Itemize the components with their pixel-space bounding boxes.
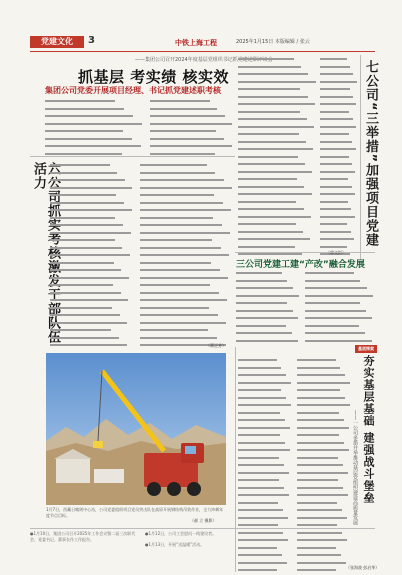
body-text-line bbox=[297, 479, 338, 485]
body-text-line bbox=[238, 389, 281, 395]
side-article-2-body-col1 bbox=[50, 162, 135, 347]
body-text-line bbox=[50, 329, 111, 335]
body-text-line bbox=[238, 412, 280, 418]
body-text-line bbox=[320, 133, 349, 139]
body-text-line bbox=[238, 133, 299, 139]
body-text-line bbox=[236, 287, 293, 293]
body-text-line bbox=[236, 325, 286, 331]
body-text-line bbox=[140, 209, 231, 215]
body-text-line bbox=[320, 178, 348, 184]
body-text-line bbox=[297, 464, 343, 470]
footer-note-3: ●1月13日，开展“送温暖”活动。 bbox=[145, 542, 205, 547]
body-text-line bbox=[238, 96, 308, 102]
body-text-line bbox=[140, 224, 222, 230]
body-text-line bbox=[140, 194, 214, 200]
bottom-article-byline: （张海波 彭启华） bbox=[346, 565, 380, 570]
body-text-line bbox=[320, 111, 349, 117]
body-text-line bbox=[50, 179, 125, 185]
bottom-article-subtitle: ——一公司多措并举推动基层党组织建设高质量发展 bbox=[352, 410, 358, 525]
body-text-line bbox=[50, 307, 112, 313]
bottom-article-body-col2 bbox=[297, 357, 352, 572]
body-text-line bbox=[238, 253, 302, 256]
column-divider bbox=[235, 347, 236, 572]
project-photo bbox=[46, 353, 226, 505]
body-text-line bbox=[320, 148, 356, 154]
body-text-line bbox=[50, 239, 115, 245]
body-text-line bbox=[320, 96, 353, 102]
body-text-line bbox=[50, 277, 129, 283]
body-text-line bbox=[140, 284, 210, 290]
main-body-col1 bbox=[45, 98, 145, 158]
body-text-line bbox=[297, 562, 346, 568]
body-text-line bbox=[238, 58, 294, 64]
side-article-2-body-col2 bbox=[140, 162, 235, 347]
body-text-line bbox=[238, 562, 287, 568]
body-text-line bbox=[297, 532, 342, 538]
body-text-line bbox=[238, 539, 288, 545]
body-text-line bbox=[50, 202, 124, 208]
body-text-line bbox=[297, 539, 347, 545]
body-text-line bbox=[50, 314, 120, 320]
body-text-line bbox=[236, 272, 282, 278]
body-text-line bbox=[238, 367, 281, 373]
body-text-line bbox=[238, 73, 308, 79]
body-text-line bbox=[297, 569, 336, 572]
body-text-line bbox=[238, 464, 284, 470]
body-text-line bbox=[320, 186, 352, 192]
body-text-line bbox=[297, 389, 340, 395]
body-text-line bbox=[236, 317, 298, 323]
body-text-line bbox=[320, 163, 352, 169]
body-text-line bbox=[238, 81, 316, 87]
body-text-line bbox=[238, 223, 296, 229]
body-text-line bbox=[238, 141, 306, 147]
body-text-line bbox=[238, 494, 289, 500]
body-text-line bbox=[305, 280, 360, 286]
body-text-line bbox=[238, 359, 277, 365]
side-article-1-body bbox=[320, 56, 358, 256]
body-text-line bbox=[50, 224, 123, 230]
body-text-line bbox=[140, 307, 209, 313]
body-text-line bbox=[50, 187, 132, 193]
column-divider bbox=[360, 55, 361, 260]
side-article-1-title: 七公司“三举措”加强项目党建 bbox=[363, 60, 378, 248]
body-text-line bbox=[236, 302, 287, 308]
body-text-line bbox=[50, 247, 122, 253]
body-text-line bbox=[236, 280, 287, 286]
body-text-line bbox=[150, 100, 210, 106]
body-text-line bbox=[305, 332, 365, 338]
body-text-line bbox=[45, 130, 123, 136]
header-rule bbox=[30, 51, 375, 52]
body-text-line bbox=[297, 359, 336, 365]
body-text-line bbox=[50, 164, 110, 170]
body-text-line bbox=[238, 517, 288, 523]
body-text-line bbox=[297, 449, 349, 455]
body-text-line bbox=[140, 337, 217, 343]
body-text-line bbox=[150, 108, 217, 114]
body-text-line bbox=[238, 404, 291, 410]
body-text-line bbox=[238, 569, 277, 572]
body-text-line bbox=[140, 247, 221, 253]
page-number: 3 bbox=[88, 35, 95, 46]
body-text-line bbox=[238, 382, 291, 388]
body-text-line bbox=[45, 108, 124, 114]
body-text-line bbox=[150, 115, 225, 121]
body-text-line bbox=[50, 232, 131, 238]
body-text-line bbox=[305, 302, 360, 308]
body-text-line bbox=[238, 246, 295, 252]
body-text-line bbox=[305, 287, 367, 293]
body-text-line bbox=[45, 100, 115, 106]
crane-scene-image bbox=[46, 353, 226, 505]
body-text-line bbox=[238, 208, 304, 214]
body-text-line bbox=[140, 217, 213, 223]
body-text-line bbox=[238, 216, 311, 222]
body-text-line bbox=[50, 344, 127, 347]
body-text-line bbox=[320, 73, 353, 79]
body-text-line bbox=[50, 194, 116, 200]
body-text-line bbox=[238, 427, 290, 433]
body-text-line bbox=[320, 126, 356, 132]
side-article-2-title: 六公司抓实考核激发干部队伍活力 bbox=[31, 162, 60, 344]
body-text-line bbox=[140, 277, 228, 283]
body-text-line bbox=[150, 130, 216, 136]
body-text-line bbox=[238, 126, 314, 132]
body-text-line bbox=[305, 325, 359, 331]
body-text-line bbox=[297, 502, 337, 508]
body-text-line bbox=[50, 269, 121, 275]
body-text-line bbox=[297, 494, 348, 500]
mid-article-headline: 三公司党建工建“产改”融合发展 bbox=[236, 260, 365, 270]
body-text-line bbox=[238, 374, 286, 380]
photo-caption: 1月7日，西藏日喀则中心站，公司党委组织项目党员突击队在高原开展钢结构吊装作业，全力冲刺年度节点目标。 bbox=[46, 507, 224, 518]
main-subheadline: 集团公司党委开展项目经理、书记抓党建述职考核 bbox=[45, 86, 221, 95]
body-text-line bbox=[150, 123, 232, 129]
section-divider bbox=[30, 156, 235, 157]
body-text-line bbox=[238, 472, 289, 478]
body-text-line bbox=[238, 156, 298, 162]
bottom-article-body-col1 bbox=[238, 357, 293, 572]
body-text-line bbox=[320, 201, 348, 207]
body-text-line bbox=[50, 209, 132, 215]
body-text-line bbox=[238, 193, 312, 199]
body-text-line bbox=[320, 118, 353, 124]
body-text-line bbox=[320, 88, 350, 94]
section-label: 党建文化 bbox=[30, 36, 84, 48]
body-text-line bbox=[140, 202, 223, 208]
body-text-line bbox=[150, 138, 224, 144]
footer-note-2: ●1月12日，公司工会慰问一线建设者。 bbox=[145, 531, 217, 536]
body-text-line bbox=[238, 449, 290, 455]
body-text-line bbox=[238, 148, 313, 154]
body-text-line bbox=[297, 434, 339, 440]
body-text-line bbox=[297, 442, 344, 448]
body-text-line bbox=[140, 172, 215, 178]
body-text-line bbox=[238, 502, 278, 508]
body-text-line bbox=[320, 103, 356, 109]
body-text-line bbox=[297, 487, 343, 493]
body-text-line bbox=[140, 179, 224, 185]
body-text-line bbox=[320, 156, 349, 162]
body-text-line bbox=[50, 172, 117, 178]
body-text-line bbox=[238, 201, 296, 207]
body-text-line bbox=[320, 171, 355, 177]
section-divider bbox=[235, 252, 375, 253]
body-text-line bbox=[50, 337, 119, 343]
mid-article-body-col2 bbox=[305, 270, 375, 345]
body-text-line bbox=[297, 404, 350, 410]
body-text-line bbox=[320, 81, 357, 87]
body-text-line bbox=[297, 382, 350, 388]
body-text-line bbox=[238, 524, 278, 530]
body-text-line bbox=[305, 317, 372, 323]
body-text-line bbox=[238, 487, 284, 493]
body-text-line bbox=[45, 138, 132, 144]
body-text-line bbox=[297, 457, 338, 463]
body-text-line bbox=[140, 232, 230, 238]
body-text-line bbox=[238, 118, 307, 124]
body-text-line bbox=[238, 547, 277, 553]
body-text-line bbox=[238, 231, 303, 237]
bottom-article-title: 夯实基层基础 建强战斗堡垒 bbox=[362, 355, 375, 504]
main-body-col2 bbox=[150, 98, 235, 158]
body-text-line bbox=[236, 332, 292, 338]
body-text-line bbox=[320, 208, 351, 214]
body-text-line bbox=[320, 193, 355, 199]
body-text-line bbox=[238, 457, 279, 463]
body-text-line bbox=[238, 479, 279, 485]
body-text-line bbox=[238, 509, 283, 515]
body-text-line bbox=[320, 216, 355, 222]
side-article-1-byline bbox=[326, 250, 346, 256]
body-text-line bbox=[236, 310, 293, 316]
body-text-line bbox=[238, 66, 301, 72]
body-text-line bbox=[140, 187, 232, 193]
body-text-line bbox=[320, 58, 347, 64]
body-text-line bbox=[297, 547, 336, 553]
body-text-line bbox=[238, 434, 280, 440]
body-text-line bbox=[320, 238, 354, 244]
body-text-line bbox=[320, 66, 350, 72]
bottom-article-tag: 基层探索 bbox=[355, 345, 377, 353]
body-text-line bbox=[238, 186, 304, 192]
body-text-line bbox=[297, 374, 345, 380]
body-text-line bbox=[297, 524, 337, 530]
body-text-line bbox=[50, 217, 115, 223]
body-text-line bbox=[297, 419, 344, 425]
body-text-line bbox=[50, 299, 128, 305]
body-text-line bbox=[140, 322, 226, 328]
body-text-line bbox=[320, 231, 351, 237]
main-body-col3 bbox=[238, 56, 318, 256]
body-text-line bbox=[297, 517, 347, 523]
body-text-line bbox=[140, 329, 208, 335]
body-text-line bbox=[297, 509, 342, 515]
footer-note-1: ●1月10日，集团公司召开2025年工作会议暨二届三次职代会，党委书记、董事长作工作报告。 bbox=[30, 531, 136, 542]
body-text-line bbox=[305, 310, 366, 316]
photo-credit: （郝 立 摄影） bbox=[190, 518, 217, 523]
body-text-line bbox=[140, 254, 229, 260]
body-text-line bbox=[140, 262, 211, 268]
body-text-line bbox=[238, 238, 310, 244]
body-text-line bbox=[140, 239, 212, 245]
side-article-2-byline: （蒋正芳） bbox=[206, 343, 226, 348]
body-text-line bbox=[297, 412, 339, 418]
body-text-line bbox=[238, 88, 300, 94]
body-text-line bbox=[297, 367, 340, 373]
body-text-line bbox=[297, 427, 349, 433]
body-text-line bbox=[238, 178, 297, 184]
body-text-line bbox=[140, 314, 218, 320]
body-text-line bbox=[297, 554, 341, 560]
body-text-line bbox=[238, 111, 300, 117]
body-text-line bbox=[238, 442, 285, 448]
body-text-line bbox=[238, 532, 283, 538]
body-text-line bbox=[320, 223, 347, 229]
body-text-line bbox=[140, 292, 219, 298]
body-text-line bbox=[236, 295, 299, 301]
body-text-line bbox=[238, 171, 312, 177]
body-text-line bbox=[238, 397, 286, 403]
body-text-line bbox=[140, 164, 207, 170]
body-text-line bbox=[297, 472, 348, 478]
body-text-line bbox=[45, 145, 141, 151]
body-text-line bbox=[238, 419, 285, 425]
body-text-line bbox=[50, 254, 130, 260]
body-text-line bbox=[297, 397, 345, 403]
body-text-line bbox=[305, 272, 354, 278]
body-text-line bbox=[140, 299, 227, 305]
newspaper-name: 中铁上海工程 bbox=[175, 39, 217, 47]
body-text-line bbox=[238, 103, 315, 109]
body-text-line bbox=[50, 262, 114, 268]
body-text-line bbox=[236, 340, 298, 346]
main-kicker: ——集团公司召开2024年度基层党组织书记抓党建述职评议会 bbox=[135, 57, 273, 63]
body-text-line bbox=[140, 269, 220, 275]
body-text-line bbox=[50, 292, 121, 298]
body-text-line bbox=[150, 145, 232, 151]
body-text-line bbox=[305, 295, 373, 301]
main-headline: 抓基层 考实绩 核实效 bbox=[78, 68, 229, 86]
body-text-line bbox=[45, 115, 133, 121]
body-text-line bbox=[45, 123, 142, 129]
body-text-line bbox=[320, 141, 352, 147]
date-line: 2025年1月15日 本版编辑 / 张云 bbox=[236, 39, 310, 45]
body-text-line bbox=[50, 322, 127, 328]
body-text-line bbox=[238, 163, 305, 169]
body-text-line bbox=[238, 554, 282, 560]
mid-article-body-col1 bbox=[236, 270, 301, 345]
body-text-line bbox=[50, 284, 113, 290]
